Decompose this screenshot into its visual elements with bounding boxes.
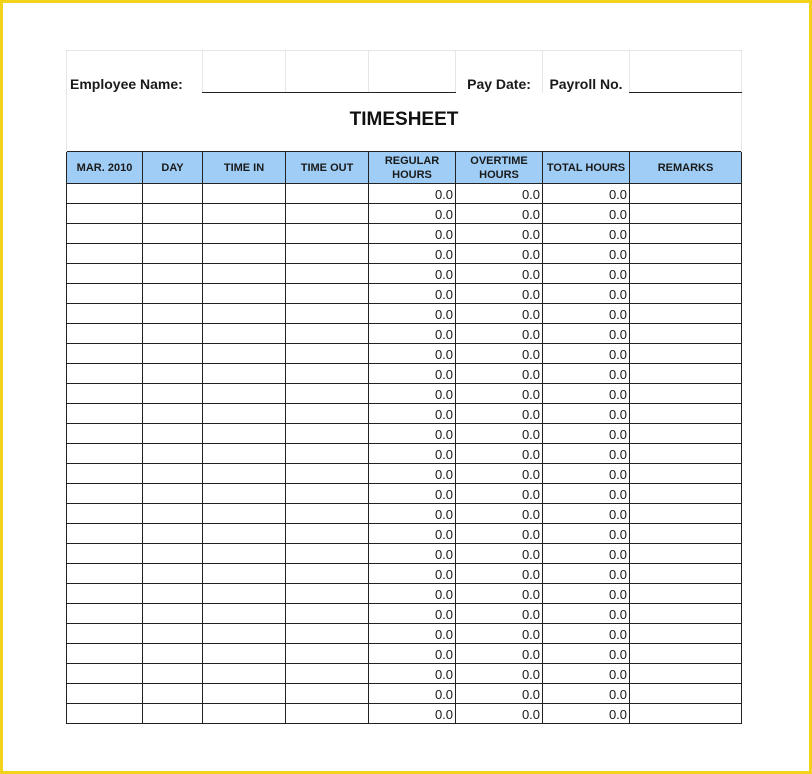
overtime-hours-cell[interactable]: 0.0 [456,304,543,324]
day-cell[interactable] [143,384,203,404]
remarks-cell[interactable] [630,664,742,684]
date-cell[interactable] [67,224,143,244]
overtime-hours-cell[interactable]: 0.0 [456,544,543,564]
overtime-hours-cell[interactable]: 0.0 [456,704,543,724]
overtime-hours-cell[interactable]: 0.0 [456,524,543,544]
day-cell[interactable] [143,584,203,604]
time-in-cell[interactable] [203,424,286,444]
col-header-day: DAY [143,152,203,184]
regular-hours-cell[interactable]: 0.0 [369,284,456,304]
day-cell[interactable] [143,624,203,644]
day-cell[interactable] [143,244,203,264]
date-cell[interactable] [67,444,143,464]
table-row [67,244,742,264]
time-out-cell[interactable] [286,184,369,204]
total-hours-cell[interactable]: 0.0 [543,604,630,624]
table-row [67,424,742,444]
day-cell[interactable] [143,644,203,664]
regular-hours-cell[interactable]: 0.0 [369,684,456,704]
day-cell[interactable] [143,404,203,424]
table-row [67,224,742,244]
table-row [67,584,742,604]
overtime-hours-cell[interactable]: 0.0 [456,624,543,644]
col-header-remarks: REMARKS [630,152,742,184]
date-cell[interactable] [67,324,143,344]
remarks-cell[interactable] [630,504,742,524]
total-hours-cell[interactable]: 0.0 [543,324,630,344]
regular-hours-cell[interactable]: 0.0 [369,264,456,284]
col-header-date: MAR. 2010 [67,152,143,184]
table-row [67,344,742,364]
remarks-cell[interactable] [630,224,742,244]
regular-hours-cell[interactable]: 0.0 [369,184,456,204]
remarks-cell[interactable] [630,624,742,644]
day-cell[interactable] [143,264,203,284]
time-out-cell[interactable] [286,204,369,224]
time-out-cell[interactable] [286,344,369,364]
time-in-cell[interactable] [203,464,286,484]
day-cell[interactable] [143,704,203,724]
time-in-cell[interactable] [203,584,286,604]
remarks-cell[interactable] [630,284,742,304]
table-row [67,384,742,404]
day-cell[interactable] [143,684,203,704]
overtime-hours-cell[interactable]: 0.0 [456,504,543,524]
regular-hours-cell[interactable]: 0.0 [369,524,456,544]
table-row [67,544,742,564]
title-row [67,93,742,152]
remarks-cell[interactable] [630,524,742,544]
time-in-cell[interactable] [203,484,286,504]
day-cell[interactable] [143,444,203,464]
remarks-cell[interactable] [630,184,742,204]
time-out-cell[interactable] [286,304,369,324]
table-row [67,364,742,384]
date-cell[interactable] [67,364,143,384]
col-header-time-in: TIME IN [203,152,286,184]
table-row [67,404,742,424]
overtime-hours-cell[interactable]: 0.0 [456,184,543,204]
table-row [67,444,742,464]
total-hours-cell[interactable]: 0.0 [543,624,630,644]
time-out-cell[interactable] [286,244,369,264]
remarks-cell[interactable] [630,484,742,504]
date-cell[interactable] [67,244,143,264]
time-in-cell[interactable] [203,244,286,264]
overtime-hours-cell[interactable]: 0.0 [456,604,543,624]
time-out-cell[interactable] [286,664,369,684]
remarks-cell[interactable] [630,424,742,444]
date-cell[interactable] [67,624,143,644]
time-in-cell[interactable] [203,304,286,324]
day-cell[interactable] [143,284,203,304]
date-cell[interactable] [67,584,143,604]
date-cell[interactable] [67,184,143,204]
remarks-cell[interactable] [630,384,742,404]
date-cell[interactable] [67,604,143,624]
time-in-cell[interactable] [203,224,286,244]
overtime-hours-cell[interactable]: 0.0 [456,404,543,424]
overtime-hours-cell[interactable]: 0.0 [456,424,543,444]
total-hours-cell[interactable]: 0.0 [543,504,630,524]
time-out-cell[interactable] [286,524,369,544]
remarks-cell[interactable] [630,244,742,264]
total-hours-cell[interactable]: 0.0 [543,244,630,264]
overtime-hours-cell[interactable]: 0.0 [456,464,543,484]
total-hours-cell[interactable]: 0.0 [543,584,630,604]
day-cell[interactable] [143,204,203,224]
day-cell[interactable] [143,564,203,584]
overtime-hours-cell[interactable]: 0.0 [456,244,543,264]
date-cell[interactable] [67,464,143,484]
total-hours-cell[interactable]: 0.0 [543,704,630,724]
regular-hours-cell[interactable]: 0.0 [369,544,456,564]
day-cell[interactable] [143,504,203,524]
regular-hours-cell[interactable]: 0.0 [369,564,456,584]
date-cell[interactable] [67,484,143,504]
time-in-cell[interactable] [203,184,286,204]
sheet-title: TIMESHEET [67,93,742,152]
time-out-cell[interactable] [286,264,369,284]
total-hours-cell[interactable]: 0.0 [543,184,630,204]
table-row [67,284,742,304]
table-row [67,304,742,324]
date-cell[interactable] [67,504,143,524]
time-out-cell[interactable] [286,504,369,524]
day-cell[interactable] [143,364,203,384]
day-cell[interactable] [143,424,203,444]
time-out-cell[interactable] [286,684,369,704]
employee-name-field-2[interactable] [286,51,369,93]
time-in-cell[interactable] [203,324,286,344]
regular-hours-cell[interactable]: 0.0 [369,484,456,504]
remarks-cell[interactable] [630,444,742,464]
table-row [67,564,742,584]
employee-name-label: Employee Name: [67,51,203,93]
regular-hours-cell[interactable]: 0.0 [369,444,456,464]
remarks-cell[interactable] [630,324,742,344]
total-hours-cell[interactable]: 0.0 [543,304,630,324]
total-hours-cell[interactable]: 0.0 [543,424,630,444]
date-cell[interactable] [67,704,143,724]
overtime-hours-cell[interactable]: 0.0 [456,224,543,244]
regular-hours-cell[interactable]: 0.0 [369,304,456,324]
regular-hours-cell[interactable]: 0.0 [369,424,456,444]
time-in-cell[interactable] [203,664,286,684]
table-row [67,624,742,644]
time-out-cell[interactable] [286,384,369,404]
time-in-cell[interactable] [203,644,286,664]
col-header-regular-hours: REGULAR HOURS [369,152,456,184]
col-header-total-hours: TOTAL HOURS [543,152,630,184]
time-in-cell[interactable] [203,524,286,544]
day-cell[interactable] [143,604,203,624]
total-hours-cell[interactable]: 0.0 [543,224,630,244]
remarks-cell[interactable] [630,584,742,604]
day-cell[interactable] [143,224,203,244]
total-hours-cell[interactable]: 0.0 [543,684,630,704]
total-hours-cell[interactable]: 0.0 [543,444,630,464]
date-cell[interactable] [67,524,143,544]
time-in-cell[interactable] [203,364,286,384]
total-hours-cell[interactable]: 0.0 [543,384,630,404]
overtime-hours-cell[interactable]: 0.0 [456,584,543,604]
day-cell[interactable] [143,344,203,364]
overtime-hours-cell[interactable]: 0.0 [456,364,543,384]
time-out-cell[interactable] [286,464,369,484]
date-cell[interactable] [67,404,143,424]
remarks-cell[interactable] [630,704,742,724]
regular-hours-cell[interactable]: 0.0 [369,664,456,684]
regular-hours-cell[interactable]: 0.0 [369,624,456,644]
overtime-hours-cell[interactable]: 0.0 [456,284,543,304]
total-hours-cell[interactable]: 0.0 [543,664,630,684]
pay-date-label: Pay Date: [456,51,543,93]
table-row [67,464,742,484]
overtime-hours-cell[interactable]: 0.0 [456,644,543,664]
info-row [67,51,742,93]
table-row [67,324,742,344]
total-hours-cell[interactable]: 0.0 [543,364,630,384]
time-out-cell[interactable] [286,404,369,424]
time-out-cell[interactable] [286,444,369,464]
time-out-cell[interactable] [286,364,369,384]
date-cell[interactable] [67,284,143,304]
day-cell[interactable] [143,324,203,344]
employee-name-field[interactable] [203,51,286,93]
table-row [67,204,742,224]
payroll-no-field[interactable] [630,51,742,93]
regular-hours-cell[interactable]: 0.0 [369,244,456,264]
overtime-hours-cell[interactable]: 0.0 [456,204,543,224]
remarks-cell[interactable] [630,684,742,704]
regular-hours-cell[interactable]: 0.0 [369,404,456,424]
time-out-cell[interactable] [286,484,369,504]
time-in-cell[interactable] [203,604,286,624]
time-out-cell[interactable] [286,224,369,244]
total-hours-cell[interactable]: 0.0 [543,644,630,664]
table-row [67,644,742,664]
time-in-cell[interactable] [203,544,286,564]
time-out-cell[interactable] [286,584,369,604]
time-in-cell[interactable] [203,284,286,304]
regular-hours-cell[interactable]: 0.0 [369,504,456,524]
total-hours-cell[interactable]: 0.0 [543,264,630,284]
timesheet-table [66,50,742,724]
time-out-cell[interactable] [286,424,369,444]
date-cell[interactable] [67,544,143,564]
time-in-cell[interactable] [203,684,286,704]
time-in-cell[interactable] [203,264,286,284]
col-header-time-out: TIME OUT [286,152,369,184]
date-cell[interactable] [67,684,143,704]
total-hours-cell[interactable]: 0.0 [543,544,630,564]
table-row [67,704,742,724]
time-in-cell[interactable] [203,384,286,404]
date-cell[interactable] [67,424,143,444]
regular-hours-cell[interactable]: 0.0 [369,604,456,624]
overtime-hours-cell[interactable]: 0.0 [456,384,543,404]
date-cell[interactable] [67,304,143,324]
date-cell[interactable] [67,644,143,664]
regular-hours-cell[interactable]: 0.0 [369,224,456,244]
day-cell[interactable] [143,184,203,204]
remarks-cell[interactable] [630,544,742,564]
total-hours-cell[interactable]: 0.0 [543,404,630,424]
table-row [67,664,742,684]
remarks-cell[interactable] [630,304,742,324]
overtime-hours-cell[interactable]: 0.0 [456,444,543,464]
table-row [67,504,742,524]
day-cell[interactable] [143,304,203,324]
total-hours-cell[interactable]: 0.0 [543,464,630,484]
time-out-cell[interactable] [286,624,369,644]
overtime-hours-cell[interactable]: 0.0 [456,564,543,584]
total-hours-cell[interactable]: 0.0 [543,284,630,304]
remarks-cell[interactable] [630,364,742,384]
time-in-cell[interactable] [203,444,286,464]
payroll-no-label: Payroll No. [543,51,630,93]
time-in-cell[interactable] [203,504,286,524]
remarks-cell[interactable] [630,204,742,224]
regular-hours-cell[interactable]: 0.0 [369,364,456,384]
regular-hours-cell[interactable]: 0.0 [369,464,456,484]
date-cell[interactable] [67,564,143,584]
regular-hours-cell[interactable]: 0.0 [369,584,456,604]
time-in-cell[interactable] [203,344,286,364]
date-cell[interactable] [67,264,143,284]
date-cell[interactable] [67,204,143,224]
overtime-hours-cell[interactable]: 0.0 [456,324,543,344]
total-hours-cell[interactable]: 0.0 [543,484,630,504]
day-cell[interactable] [143,524,203,544]
table-row [67,264,742,284]
time-out-cell[interactable] [286,324,369,344]
time-in-cell[interactable] [203,404,286,424]
date-cell[interactable] [67,344,143,364]
remarks-cell[interactable] [630,344,742,364]
overtime-hours-cell[interactable]: 0.0 [456,684,543,704]
day-cell[interactable] [143,544,203,564]
date-cell[interactable] [67,664,143,684]
total-hours-cell[interactable]: 0.0 [543,344,630,364]
time-in-cell[interactable] [203,204,286,224]
remarks-cell[interactable] [630,644,742,664]
overtime-hours-cell[interactable]: 0.0 [456,664,543,684]
time-in-cell[interactable] [203,564,286,584]
overtime-hours-cell[interactable]: 0.0 [456,264,543,284]
remarks-cell[interactable] [630,404,742,424]
regular-hours-cell[interactable]: 0.0 [369,324,456,344]
date-cell[interactable] [67,384,143,404]
regular-hours-cell[interactable]: 0.0 [369,704,456,724]
overtime-hours-cell[interactable]: 0.0 [456,344,543,364]
table-row [67,184,742,204]
time-out-cell[interactable] [286,644,369,664]
table-row [67,604,742,624]
table-row [67,684,742,704]
time-in-cell[interactable] [203,704,286,724]
regular-hours-cell[interactable]: 0.0 [369,204,456,224]
table-row [67,484,742,504]
day-cell[interactable] [143,464,203,484]
day-cell[interactable] [143,484,203,504]
remarks-cell[interactable] [630,264,742,284]
time-out-cell[interactable] [286,704,369,724]
time-out-cell[interactable] [286,604,369,624]
regular-hours-cell[interactable]: 0.0 [369,344,456,364]
time-out-cell[interactable] [286,544,369,564]
time-in-cell[interactable] [203,624,286,644]
regular-hours-cell[interactable]: 0.0 [369,644,456,664]
regular-hours-cell[interactable]: 0.0 [369,384,456,404]
table-row [67,524,742,544]
time-out-cell[interactable] [286,564,369,584]
employee-name-field-3[interactable] [369,51,456,93]
remarks-cell[interactable] [630,564,742,584]
total-hours-cell[interactable]: 0.0 [543,524,630,544]
day-cell[interactable] [143,664,203,684]
total-hours-cell[interactable]: 0.0 [543,204,630,224]
remarks-cell[interactable] [630,464,742,484]
remarks-cell[interactable] [630,604,742,624]
total-hours-cell[interactable]: 0.0 [543,564,630,584]
overtime-hours-cell[interactable]: 0.0 [456,484,543,504]
column-header-row [67,152,742,184]
time-out-cell[interactable] [286,284,369,304]
col-header-overtime-hours: OVERTIME HOURS [456,152,543,184]
